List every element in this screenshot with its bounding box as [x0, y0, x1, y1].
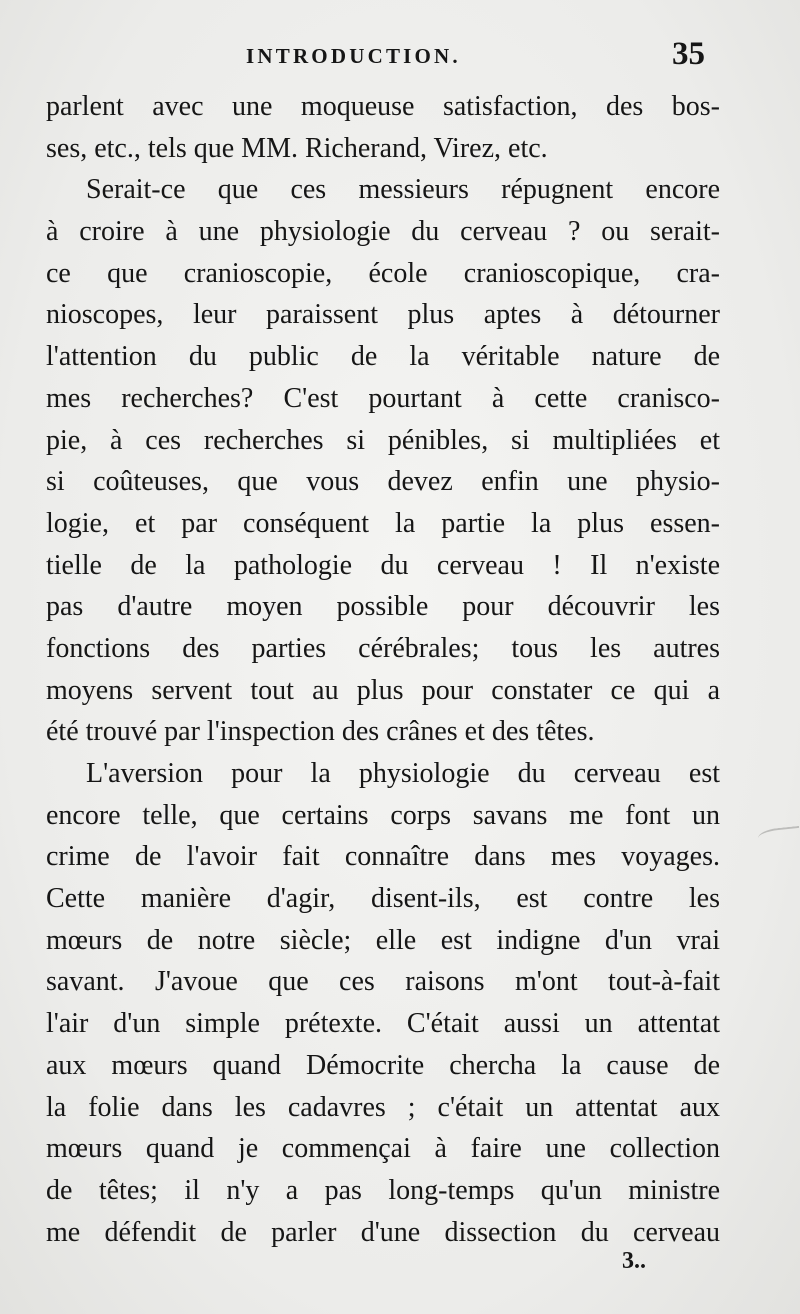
text-line: parlent avec une moqueuse satisfaction, des bos- [46, 91, 720, 122]
text-line: me défendit de parler d'une dissection du cerveau [46, 1216, 720, 1248]
text-line: aux mœurs quand Démocrite chercha la cause de [46, 1049, 720, 1081]
running-title: INTRODUCTION. [246, 44, 461, 68]
page-number: 35 [672, 36, 705, 72]
text-line: moyens servent tout au plus pour constater ce qui a [46, 674, 720, 706]
text-line: fonctions des parties cérébrales; tous les autres [46, 632, 720, 664]
text-line: nioscopes, leur paraissent plus aptes à détourner [46, 299, 720, 331]
text-line: de têtes; il n'y a pas long-temps qu'un ministre [46, 1174, 720, 1206]
text-line: ses, etc., tels que MM. Richerand, Virez, etc. [46, 132, 548, 164]
text-line: logie, et par conséquent la partie la plus essen- [46, 507, 720, 539]
text-line: Serait-ce que ces messieurs répugnent encore [86, 174, 720, 206]
text-line: mœurs quand je commençai à faire une collection [46, 1133, 720, 1165]
text-line: la folie dans les cadavres ; c'était un attentat aux [46, 1091, 720, 1123]
text-line: tielle de la pathologie du cerveau ! Il n'existe [46, 549, 720, 581]
text-line: mes recherches? C'est pourtant à cette cranisco- [46, 382, 720, 414]
text-line: pas d'autre moyen possible pour découvrir les [46, 591, 720, 623]
text-line: été trouvé par l'inspection des crânes et des têtes. [46, 716, 595, 748]
text-line: l'air d'un simple prétexte. C'était aussi un attentat [46, 1008, 720, 1040]
text-line: L'aversion pour la physiologie du cerveau est [86, 758, 720, 789]
text-line: l'attention du public de la véritable nature de [46, 341, 720, 373]
text-line: si coûteuses, que vous devez enfin une physio- [46, 466, 720, 498]
text-line: à croire à une physiologie du cerveau ? ou serait- [46, 216, 720, 248]
text-line: Cette manière d'agir, disent-ils, est contre les [46, 883, 720, 915]
page-edge-shadow [757, 826, 800, 846]
body-text [46, 86, 720, 1253]
text-line: crime de l'avoir fait connaître dans mes voyages. [46, 841, 720, 873]
text-line: encore telle, que certains corps savans me font un [46, 799, 720, 831]
signature-mark: 3.. [622, 1248, 646, 1274]
text-line: pie, à ces recherches si pénibles, si multipliées et [46, 424, 720, 456]
text-line: ce que cranioscopie, école cranioscopique, cra- [46, 257, 720, 289]
page-header [0, 36, 800, 80]
text-line: mœurs de notre siècle; elle est indigne d'un vrai [46, 924, 720, 956]
text-line: savant. J'avoue que ces raisons m'ont tout-à-fait [46, 966, 720, 998]
